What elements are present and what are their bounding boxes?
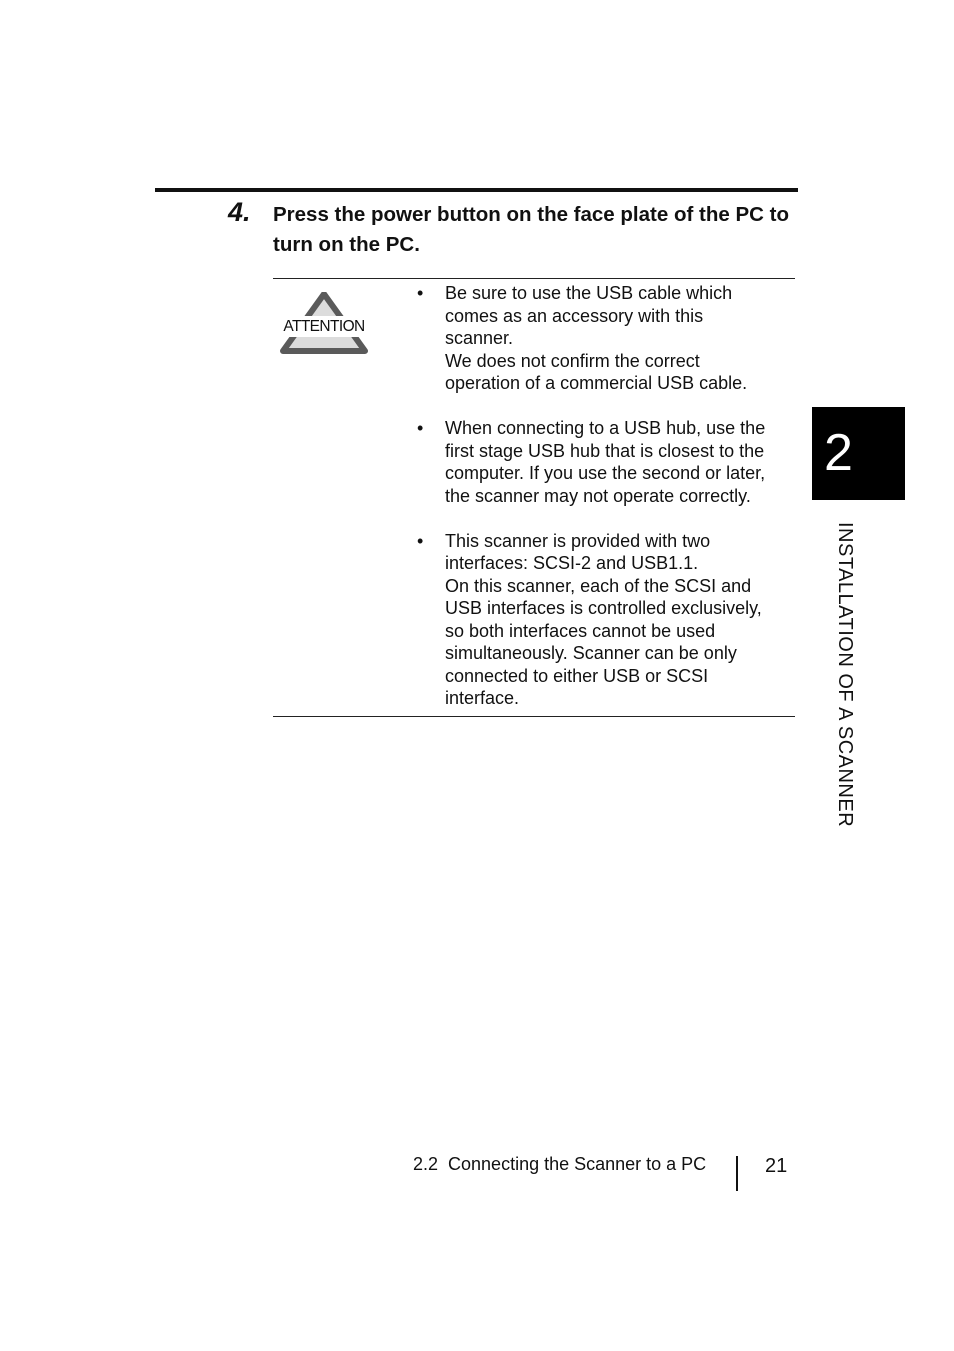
note-line: so both interfaces cannot be used <box>445 620 716 641</box>
attention-label: ATTENTION <box>283 318 365 335</box>
step-number: 4. <box>228 197 251 227</box>
note-line: simultaneously. Scanner can be only <box>445 643 737 663</box>
footer-section-title: 2.2 Connecting the Scanner to a PC <box>413 1154 707 1174</box>
note-line: On this scanner, each of the SCSI and <box>445 575 752 596</box>
note-line: interface. <box>445 688 520 708</box>
note-line: This scanner is provided with two <box>445 530 711 551</box>
note-line: We does not confirm the correct <box>445 350 700 371</box>
footer-divider <box>736 1156 738 1191</box>
note-line: the scanner may not operate correctly. <box>445 485 751 506</box>
note-line: comes as an accessory with this <box>445 305 704 326</box>
attention-notes-list <box>416 282 788 732</box>
list-item <box>416 282 788 395</box>
note-line: interfaces: SCSI-2 and USB1.1. <box>445 553 699 573</box>
note-line: computer. If you use the second or later, <box>445 463 766 483</box>
note-line: connected to either USB or SCSI <box>445 665 709 686</box>
bullet-icon: • <box>417 530 424 551</box>
top-rule <box>155 188 798 192</box>
chapter-side-title: INSTALLATION OF A SCANNER <box>834 522 856 828</box>
bullet-icon: • <box>417 418 424 438</box>
chapter-number: 2 <box>824 424 853 482</box>
bullet-icon: • <box>417 283 424 303</box>
page-number: 21 <box>765 1155 788 1177</box>
note-line: operation of a commercial USB cable. <box>445 373 748 393</box>
note-line: When connecting to a USB hub, use the <box>445 418 766 438</box>
note-line: USB interfaces is controlled exclusively, <box>445 598 762 618</box>
list-item <box>416 530 788 710</box>
note-line: scanner. <box>445 328 514 348</box>
chapter-tab <box>812 407 905 500</box>
list-item <box>416 417 788 507</box>
note-line: Be sure to use the USB cable which <box>445 283 733 303</box>
step-instruction: Press the power button on the face plate of the PC to turn on the PC. <box>273 203 789 256</box>
note-line: first stage USB hub that is closest to the <box>445 440 765 461</box>
